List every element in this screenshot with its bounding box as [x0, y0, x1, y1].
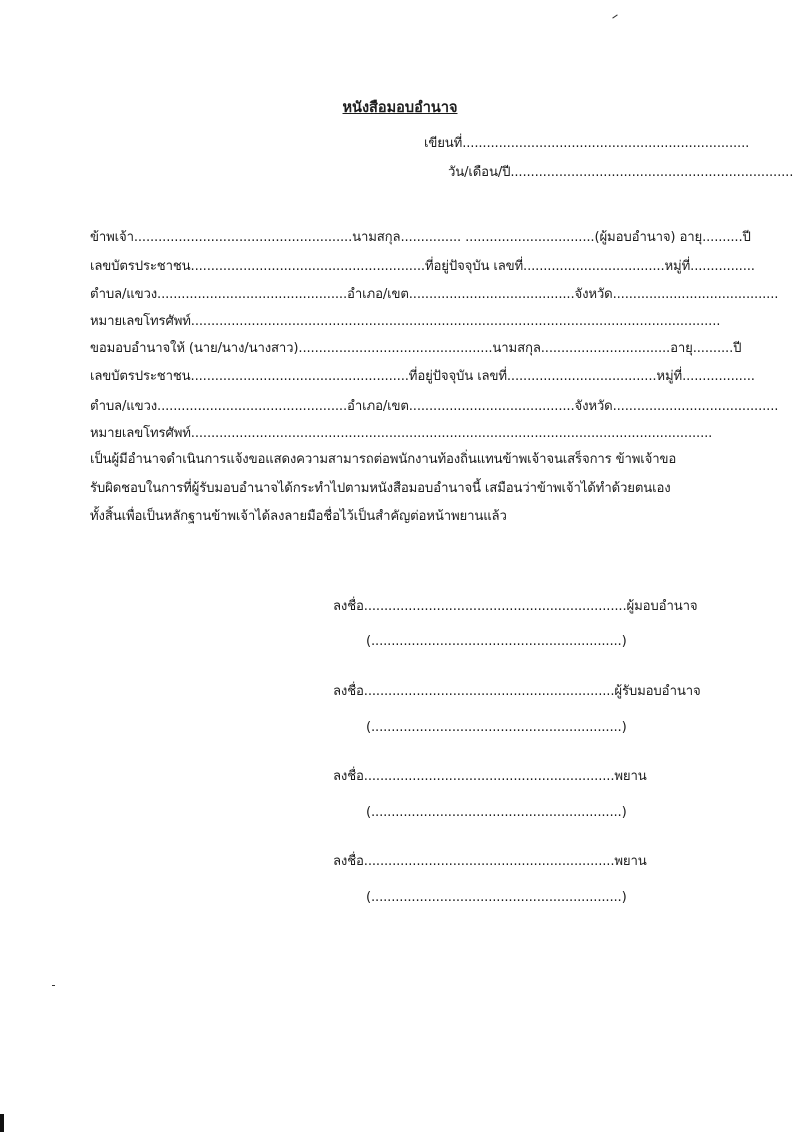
signature-witness-2-name: (..............................................................) [366, 890, 627, 905]
signature-witness-1-line: ลงชื่อ..............................................................พยาน [333, 769, 647, 784]
signature-grantor-name: (..............................................................) [366, 634, 627, 649]
scan-speck [612, 14, 617, 18]
signature-grantor-line: ลงชื่อ.................................................................ผู้มอบอำนาจ [333, 599, 698, 614]
scan-edge-mark [0, 1114, 4, 1132]
body-paragraph-line: รับผิดชอบในการที่ผู้รับมอบอำนาจได้กระทำไปตามหนังสือมอบอำนาจนี้ เสมือนว่าข้าพเจ้าได้ทำด้วยตนเอง [90, 481, 671, 496]
attorney-name-line: ขอมอบอำนาจให้ (นาย/นาง/นางสาว)................................................นามสกุล................................อายุ..........ปี [90, 341, 742, 356]
attorney-district-line: ตำบล/แขวง...............................................อำเภอ/เขต.........................................จังหวัด......................................... [90, 399, 779, 414]
attorney-id-address-line: เลขบัตรประชาชน......................................................ที่อยู่ปัจจุบัน เลขที่.....................................หมู่ที่.................. [90, 369, 755, 384]
grantor-phone-line: หมายเลขโทรศัพท์................................................................................................................................... [90, 314, 721, 329]
signature-attorney-name: (..............................................................) [366, 720, 627, 735]
date-field: วัน/เดือน/ปี...................................................................... [448, 165, 794, 180]
written-at-field: เขียนที่....................................................................... [424, 136, 750, 151]
signature-witness-1-name: (..............................................................) [366, 805, 627, 820]
document-title: หนังสือมอบอำนาจ [342, 100, 458, 116]
attorney-phone-line: หมายเลขโทรศัพท์................................................................................................................................. [90, 426, 713, 441]
grantor-district-line: ตำบล/แขวง...............................................อำเภอ/เขต.........................................จังหวัด......................................... [90, 287, 779, 302]
scan-speck [52, 985, 55, 986]
body-paragraph-line: ทั้งสิ้นเพื่อเป็นหลักฐานข้าพเจ้าได้ลงลายมือชื่อไว้เป็นสำคัญต่อหน้าพยานแล้ว [90, 509, 507, 524]
grantor-name-line: ข้าพเจ้า......................................................นามสกุล............... ................................(ผู้มอบอำนาจ) อายุ..........ปี [90, 230, 751, 245]
signature-attorney-line: ลงชื่อ..............................................................ผู้รับมอบอำนาจ [333, 684, 701, 699]
body-paragraph-line: เป็นผู้มีอำนาจดำเนินการแจ้งขอแสดงความสามารถต่อพนักงานท้องถิ่นแทนข้าพเจ้าจนเสร็จการ ข้าพเจ้าขอ [90, 452, 677, 467]
signature-witness-2-line: ลงชื่อ..............................................................พยาน [333, 854, 647, 869]
grantor-id-address-line: เลขบัตรประชาชน..........................................................ที่อยู่ปัจจุบัน เลขที่...................................หมู่ที่................ [90, 259, 755, 274]
